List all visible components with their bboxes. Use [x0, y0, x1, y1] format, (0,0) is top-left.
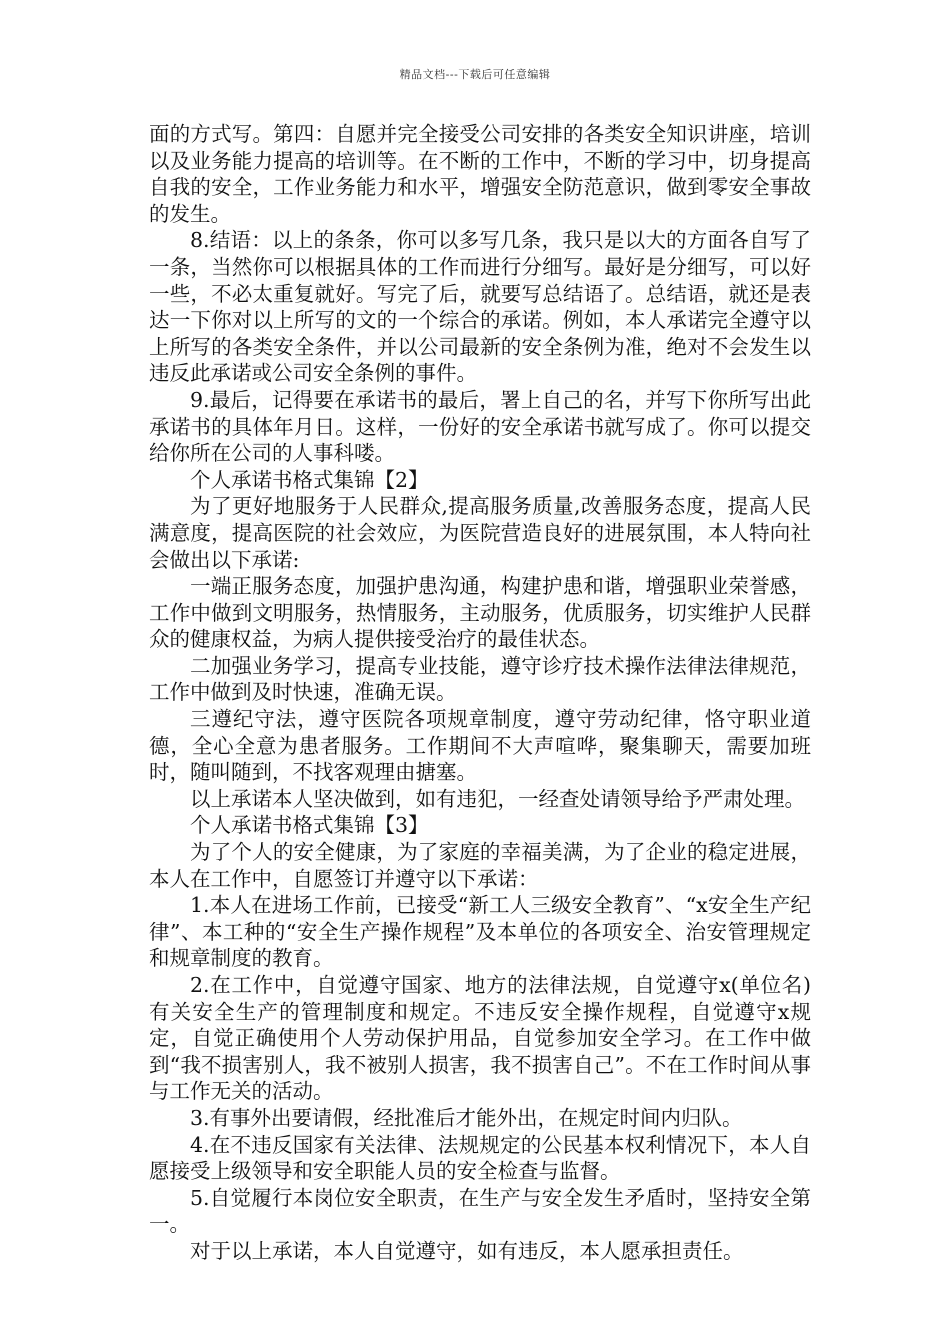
paragraph-5: 为了更好地服务于人民群众,提高服务质量,改善服务态度，提高人民满意度，提高医院的社会效应，为医院营造良好的进展氛围，本人特向社会做出以下承诺:: [149, 494, 811, 572]
section-heading-3: 个人承诺书格式集锦【3】: [190, 813, 429, 838]
paragraph-11: 为了个人的安全健康，为了家庭的幸福美满，为了企业的稳定进展，本人在工作中，自愿签订并遵守以下承诺：: [149, 840, 811, 891]
paragraph-3: 9.最后，记得要在承诺书的最后，署上自己的名，并写下你所写出此承诺书的具体年月日。这样，一份好的安全承诺书就写成了。你可以提交给你所在公司的人事科喽。: [149, 387, 811, 466]
paragraph-9: 以上承诺本人坚决做到，如有违犯，一经查处请领导给予严肃处理。: [190, 786, 805, 811]
paragraph-2: 8.结语：以上的条条，你可以多写几条，我只是以大的方面各自写了一条，当然你可以根据具体的工作而进行分细写。最好是分细写，可以好一些，不必太重复就好。写完了后，就要写总结语了。总结语，就还是表达一下你对以上所写的文的一个综合的承诺。例如，本人承诺完全遵守以上所写的各类安全条件，并以公司最新的安全条例为准，绝对不会发生以违反此承诺或公司安全条例的事件。: [149, 228, 811, 386]
paragraph-14: 3.有事外出要请假，经批准后才能外出，在规定时间内归队。: [190, 1105, 743, 1130]
paragraph-16: 5.自觉履行本岗位安全职责，在生产与安全发生矛盾时，坚持安全第一。: [149, 1185, 811, 1237]
paragraph-13: 2.在工作中，自觉遵守国家、地方的法律法规，自觉遵守x(单位名)有关安全生产的管理制度和规定。不违反安全操作规程，自觉遵守x规定，自觉正确使用个人劳动保护用品，自觉参加安全学习。在工作中做到“我不损害别人，我不被别人损害，我不损害自己”。不在工作时间从事与工作无关的活动。: [149, 973, 811, 1104]
paragraph-1: 面的方式写。第四：自愿并完全接受公司安排的各类安全知识讲座，培训以及业务能力提高的培训等。在不断的工作中，不断的学习中，切身提高自我的安全，工作业务能力和水平，增强安全防范意识，做到零安全事故的发生。: [149, 122, 811, 226]
paragraph-7: 二加强业务学习，提高专业技能，遵守诊疗技术操作法律法律规范，工作中做到及时快速，准确无误。: [149, 653, 811, 705]
paragraph-17: 对于以上承诺，本人自觉遵守，如有违反，本人愿承担责任。: [190, 1238, 744, 1263]
document-body: [149, 121, 811, 1265]
paragraph-15: 4.在不违反国家有关法律、法规规定的公民基本权利情况下，本人自愿接受上级领导和安全职能人员的安全检查与监督。: [149, 1132, 811, 1184]
section-heading-2: 个人承诺书格式集锦【2】: [190, 467, 429, 492]
paragraph-8: 三遵纪守法，遵守医院各项规章制度，遵守劳动纪律，恪守职业道德，全心全意为患者服务。工作期间不大声喧哗，聚集聊天，需要加班时，随叫随到，不找客观理由搪塞。: [149, 707, 811, 785]
paragraph-12: 1.本人在进场工作前，已接受“新工人三级安全教育”、“x安全生产纪律”、本工种的“安全生产操作规程”及本单位的各项安全、治安管理规定和规章制度的教育。: [149, 893, 811, 971]
page-header: 精品文档---下载后可任意编辑: [399, 68, 551, 81]
paragraph-6: 一端正服务态度，加强护患沟通，构建护患和谐，增强职业荣誉感，工作中做到文明服务，热情服务，主动服务，优质服务，切实维护人民群众的健康权益，为病人提供接受治疗的最佳状态。: [149, 574, 811, 652]
